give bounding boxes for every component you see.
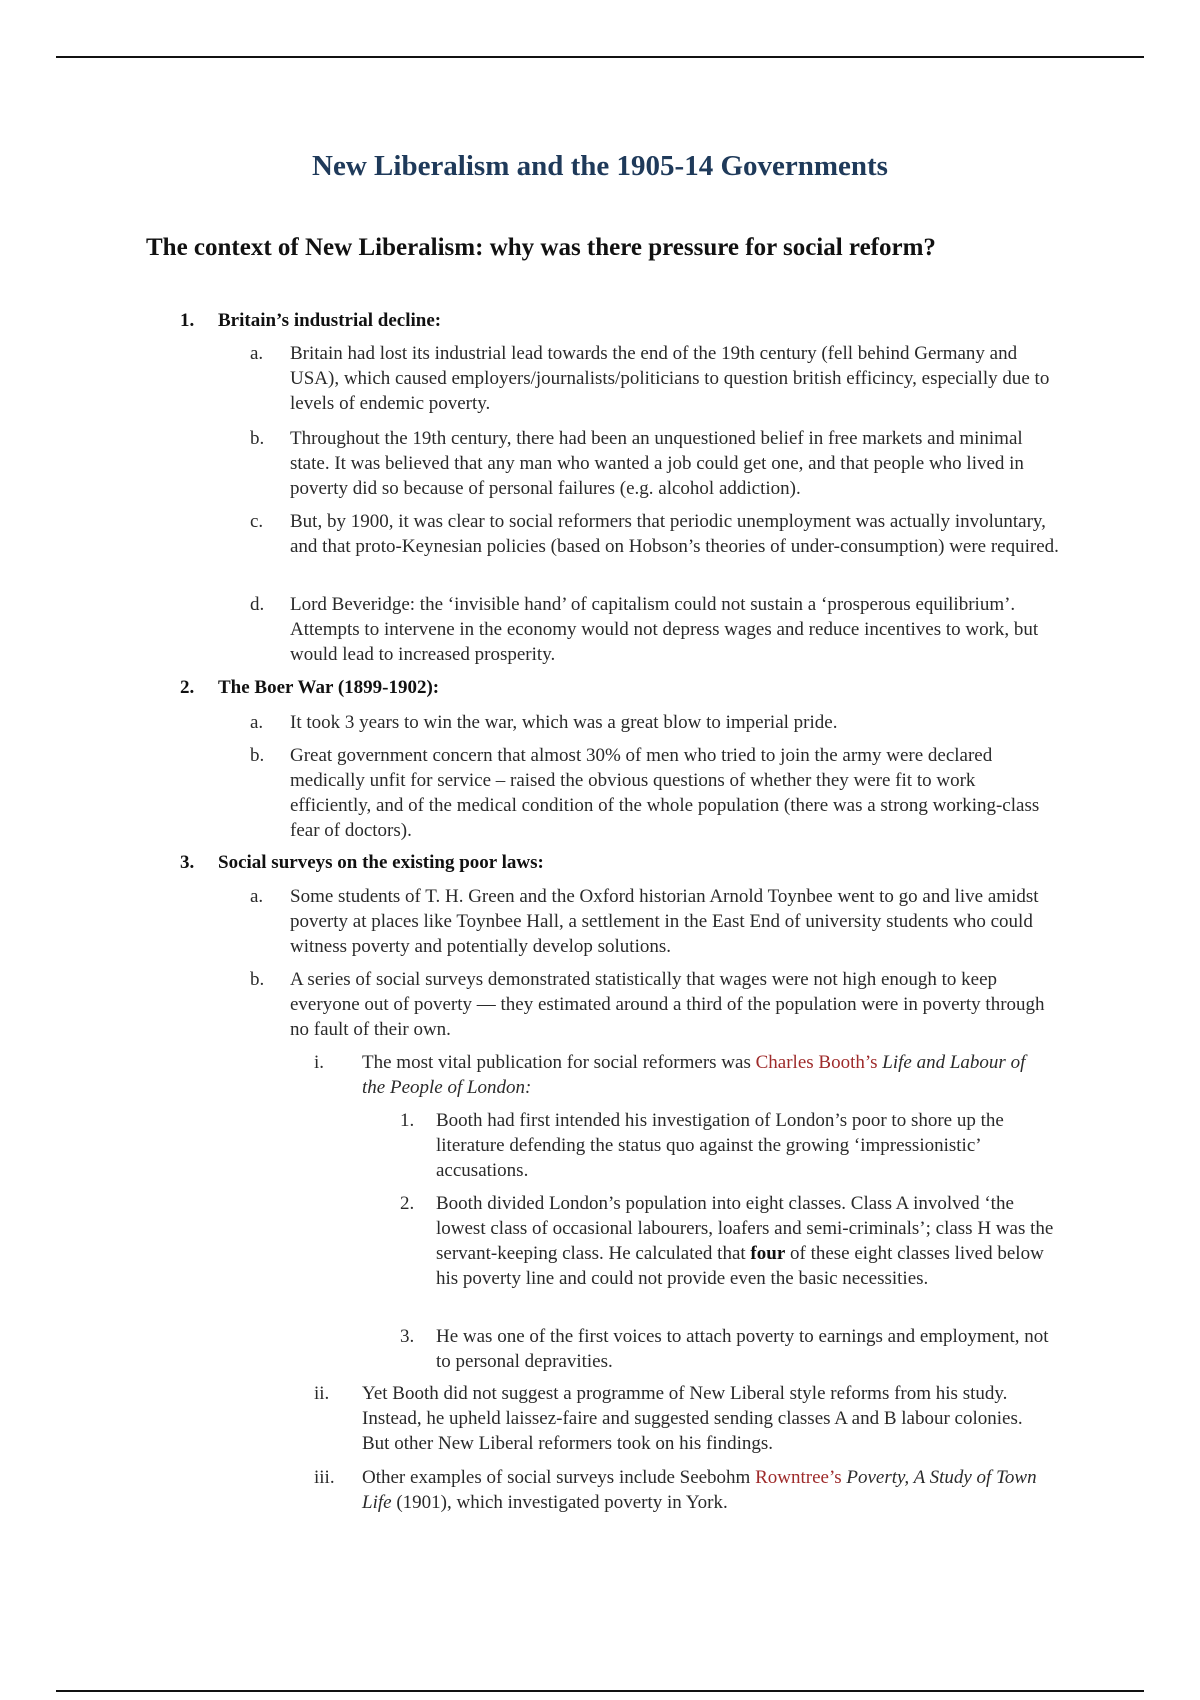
list-marker: i.	[314, 1052, 325, 1073]
list-item	[250, 341, 1060, 416]
list-item-text: Other examples of social surveys include Seebohm	[362, 1467, 756, 1488]
section-heading-3	[180, 852, 544, 874]
list-item-text: Throughout the 19th century, there had been an unquestioned belief in free markets and minimal state. It was believed that any man who wanted a job could get one, and that people who lived in poverty did so because of personal failures (e.g. alcohol addiction).	[290, 428, 1024, 499]
emphasis-four: four	[750, 1243, 786, 1264]
list-marker: b.	[250, 969, 265, 990]
list-item-text: It took 3 years to win the war, which was a great blow to imperial pride.	[290, 712, 838, 733]
list-marker: 2.	[400, 1193, 415, 1214]
list-item	[250, 710, 1060, 735]
section-heading-2	[180, 677, 439, 699]
list-marker: b.	[250, 745, 265, 766]
section-subtitle: The context of New Liberalism: why was there pressure for social reform?	[146, 234, 936, 261]
list-marker: iii.	[314, 1467, 335, 1488]
list-item-text: Lord Beveridge: the ‘invisible hand’ of capitalism could not sustain a ‘prosperous equilibrium’. Attempts to intervene in the economy would not depress wages and reduce incentives to work, but would lead to increased prosperity.	[290, 594, 1039, 665]
list-item-text-after: (1901), which investigated poverty in York.	[391, 1492, 728, 1513]
list-item-text: Yet Booth did not suggest a programme of New Liberal style reforms from his study. Instead, he upheld laissez-faire and suggested sending classes A and B labour colonies. But other New Liberal reformers took on his findings.	[362, 1383, 1023, 1454]
book-title: Life and Labour of the People of London:	[362, 1052, 1026, 1098]
list-marker: ii.	[314, 1383, 330, 1404]
list-item-text: Some students of T. H. Green and the Oxford historian Arnold Toynbee went to go and live amidst poverty at places like Toynbee Hall, a settlement in the East End of university students who could witness poverty and potentially develop solutions.	[290, 886, 1039, 957]
list-item-text: A series of social surveys demonstrated statistically that wages were not high enough to keep everyone out of poverty — they estimated around a third of the population were in poverty through no fault of their own.	[290, 969, 1045, 1040]
top-rule	[56, 56, 1144, 58]
list-item	[250, 743, 1060, 843]
page-title: New Liberalism and the 1905-14 Governments	[312, 150, 888, 182]
list-marker: b.	[250, 428, 265, 449]
list-subsubitem	[400, 1108, 1056, 1183]
section-number: 3.	[180, 852, 195, 873]
list-item-text: The most vital publication for social reformers was	[362, 1052, 756, 1073]
section-number: 1.	[180, 310, 195, 331]
list-item	[250, 426, 1060, 501]
list-item	[250, 509, 1060, 559]
list-marker: 1.	[400, 1110, 415, 1131]
list-marker: 3.	[400, 1326, 415, 1347]
list-marker: c.	[250, 511, 264, 532]
list-item-text: He was one of the first voices to attach poverty to earnings and employment, not to personal depravities.	[436, 1326, 1049, 1372]
section-heading-1	[180, 310, 441, 332]
list-subsubitem	[400, 1324, 1056, 1374]
list-marker: a.	[250, 712, 264, 733]
list-subitem	[314, 1381, 1052, 1456]
list-item	[250, 967, 1060, 1042]
list-item-text: Britain had lost its industrial lead towards the end of the 19th century (fell behind Germany and USA), which caused employers/journalists/politicians to question british efficincy, especially due to levels of endemic poverty.	[290, 343, 1050, 414]
bottom-rule	[56, 1690, 1144, 1692]
section-heading-text: Social surveys on the existing poor laws:	[218, 852, 544, 873]
booth-reference: Charles Booth’s	[755, 1052, 878, 1073]
section-heading-text: Britain’s industrial decline:	[218, 310, 442, 331]
list-marker: a.	[250, 886, 264, 907]
list-item-text-after: of these eight classes lived below his poverty line and could not provide even the basic necessities.	[436, 1243, 1044, 1289]
list-item	[250, 884, 1060, 959]
list-marker: d.	[250, 594, 265, 615]
list-subitem	[314, 1050, 1052, 1100]
list-marker: a.	[250, 343, 264, 364]
list-item	[250, 592, 1060, 667]
list-subsubitem	[400, 1191, 1056, 1291]
list-item-text: But, by 1900, it was clear to social reformers that periodic unemployment was actually involuntary, and that proto-Keynesian policies (based on Hobson’s theories of under-consumption) were required.	[290, 511, 1059, 557]
book-title: Poverty, A Study of Town Life	[362, 1467, 1037, 1513]
list-item-text: Booth divided London’s population into eight classes. Class A involved ‘the lowest class of occasional labourers, loafers and semi-criminals’; class H was the servant-keeping class. He calculated that	[436, 1193, 1054, 1264]
list-item-text: Booth had first intended his investigation of London’s poor to shore up the literature defending the status quo against the growing ‘impressionistic’ accusations.	[436, 1110, 1004, 1181]
section-number: 2.	[180, 677, 195, 698]
list-item-text: Great government concern that almost 30% of men who tried to join the army were declared medically unfit for service – raised the obvious questions of whether they were fit to work efficiently, and of the medical condition of the whole population (there was a strong working-class fear of doctors).	[290, 745, 1040, 841]
rowntree-reference: Rowntree’s	[755, 1467, 842, 1488]
list-subitem	[314, 1465, 1052, 1515]
section-heading-text: The Boer War (1899-1902):	[218, 677, 440, 698]
